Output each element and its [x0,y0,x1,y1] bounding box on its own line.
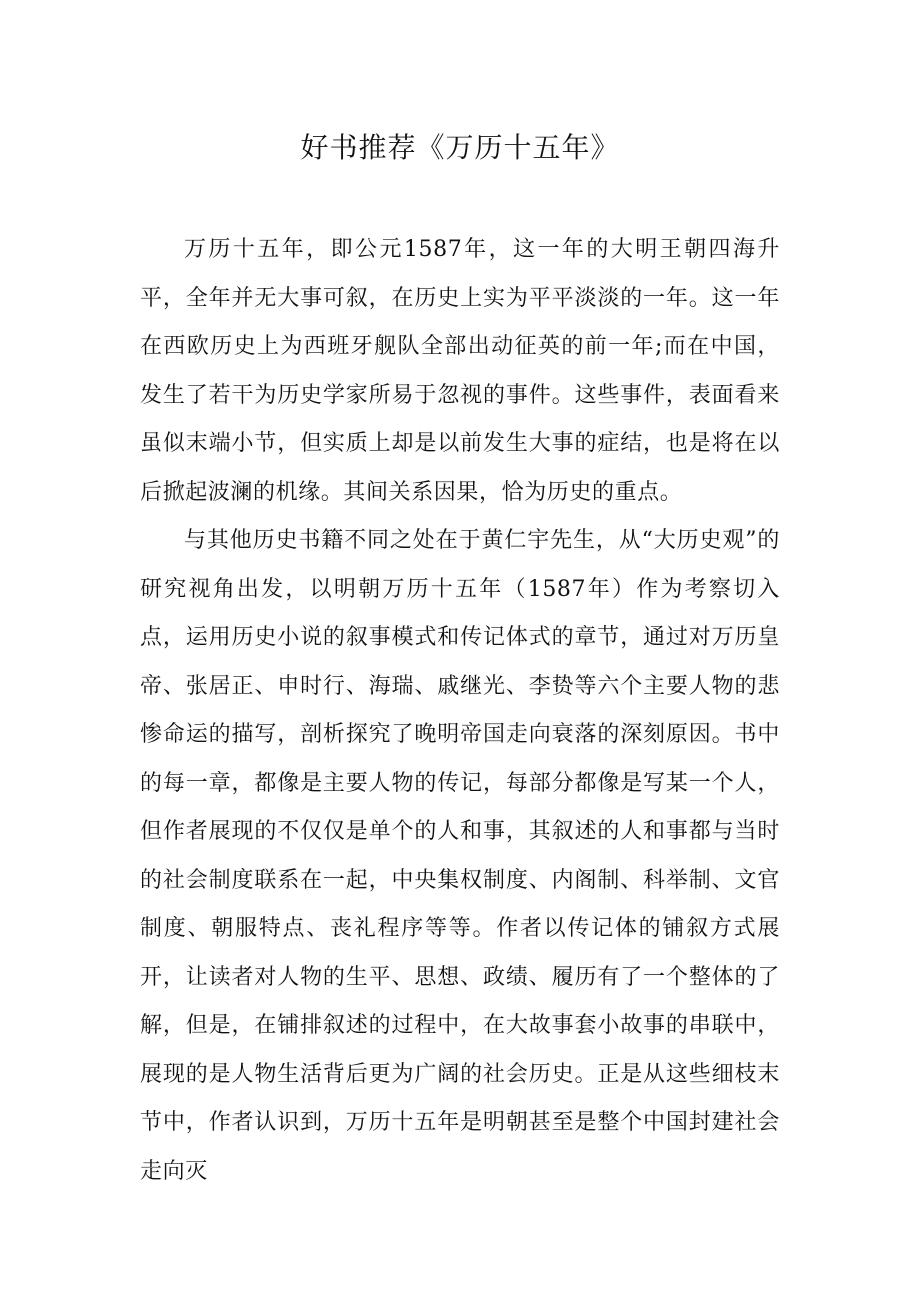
document-title: 好书推荐《万历十五年》 [300,131,620,164]
document-body [140,226,780,1196]
paragraph-2: 与其他历史书籍不同之处在于黄仁宇先生，从“大历史观”的研究视角出发，以明朝万历十五年（1587年）作为考察切入点，运用历史小说的叙事模式和传记体式的章节，通过对万历皇帝、张居正、申时行、海瑞、戚继光、李贽等六个主要人物的悲惨命运的描写，剖析探究了晚明帝国走向衰落的深刻原因。书中的每一章，都像是主要人物的传记，每部分都像是写某一个人，但作者展现的不仅仅是单个的人和事，其叙述的人和事都与当时的社会制度联系在一起，中央集权制度、内阁制、科举制、文官制度、朝服特点、丧礼程序等等。作者以传记体的铺叙方式展开，让读者对人物的生平、思想、政绩、履历有了一个整体的了解，但是，在铺排叙述的过程中，在大故事套小故事的串联中，展现的是人物生活背后更为广阔的社会历史。正是从这些细枝末节中，作者认识到，万历十五年是明朝甚至是整个中国封建社会走向灭 [140,528,780,1184]
paragraph-1: 万历十五年，即公元1587年，这一年的大明王朝四海升平，全年并无大事可叙，在历史上实为平平淡淡的一年。这一年在西欧历史上为西班牙舰队全部出动征英的前一年;而在中国，发生了若干为历史学家所易于忽视的事件。这些事件，表面看来虽似末端小节，但实质上却是以前发生大事的症结，也是将在以后掀起波澜的机缘。其间关系因果，恰为历史的重点。 [140,237,780,505]
